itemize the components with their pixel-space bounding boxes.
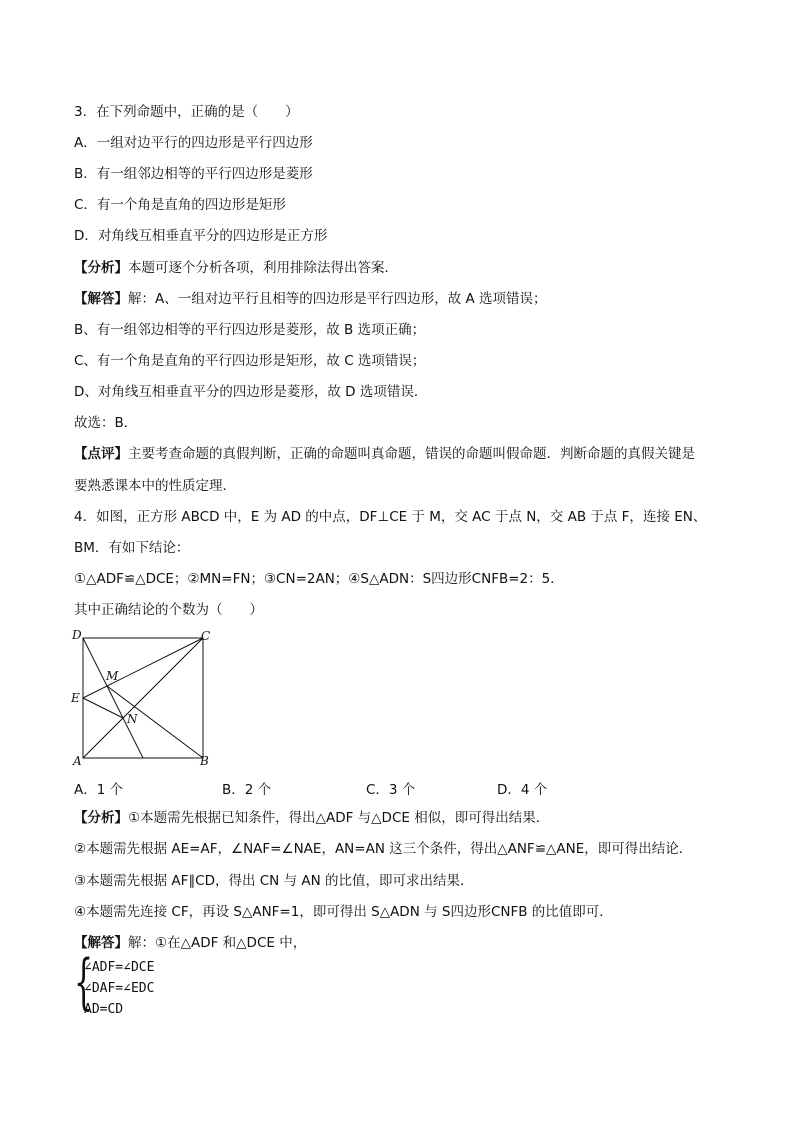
answer-text: 解：①在△ADF 和△DCE 中，: [128, 935, 307, 951]
q3-analysis: [74, 259, 398, 277]
q4-option-b: B．2 个: [222, 782, 272, 798]
label-c: C: [201, 629, 211, 643]
q3-answer-line-4: D、对角线互相垂直平分的四边形是菱形，故 D 选项错误．: [74, 384, 428, 400]
analysis-text: 本题可逐个分析各项，利用排除法得出答案．: [128, 260, 398, 276]
answer-tag: 【解答】: [74, 935, 128, 951]
brace-symbol: {: [74, 947, 94, 1017]
q4-analysis-line-3: ③本题需先根据 AF∥CD，得出 CN 与 AN 的比值，即可求出结果．: [74, 873, 474, 889]
q3-answer-line-1: [74, 290, 547, 308]
q3-comment-line-1: [74, 445, 695, 463]
segment-en: [83, 698, 123, 718]
analysis-tag: 【分析】: [74, 810, 128, 826]
comment-tag: 【点评】: [74, 446, 128, 462]
q4-option-c: C．3 个: [366, 782, 416, 798]
system-line-2: ∠DAF=∠EDC: [84, 981, 155, 996]
label-b: B: [200, 754, 209, 768]
q3-option-a: A．一组对边平行的四边形是平行四边形: [74, 135, 313, 151]
q4-stem-line-1: 4．如图，正方形 ABCD 中，E 为 AD 的中点，DF⊥CE 于 M，交 AC 于点 N，交 AB 于点 F，连接 EN、: [74, 509, 707, 525]
q3-answer-line-5: 故选：B．: [74, 415, 138, 431]
q3-comment-line-2: 要熟悉课本中的性质定理．: [74, 478, 236, 494]
q3-stem: 3．在下列命题中，正确的是（ ）: [74, 104, 299, 120]
answer-text: 解：A、一组对边平行且相等的四边形是平行四边形，故 A 选项错误；: [128, 291, 547, 307]
system-line-3: AD=CD: [84, 1002, 124, 1017]
q3-option-d: D．对角线互相垂直平分的四边形是正方形: [74, 228, 328, 244]
q4-option-a: A．1 个: [74, 782, 124, 798]
segment-bm: [107, 686, 203, 758]
label-a: A: [73, 754, 82, 768]
q4-stem-line-3: ①△ADF≌△DCE；②MN=FN；③CN=2AN；④S△ADN：S四边形CNFB=2：5．: [74, 571, 564, 587]
label-n: N: [127, 712, 138, 726]
q4-analysis-line-2: ②本题需先根据 AE=AF，∠NAF=∠NAE，AN=AN 这三个条件，得出△ANF≌△ANE，即可得出结论．: [74, 841, 693, 857]
q3-option-c: C．有一个角是直角的四边形是矩形: [74, 197, 286, 213]
segment-ce: [83, 638, 203, 698]
square-abcd-figure: [66, 626, 216, 768]
segment-df: [83, 638, 143, 758]
q3-option-b: B．有一组邻边相等的平行四边形是菱形: [74, 166, 313, 182]
q4-answer-intro: [74, 934, 306, 952]
q4-stem-line-4: 其中正确结论的个数为（ ）: [74, 602, 263, 618]
analysis-text: ①本题需先根据已知条件，得出△ADF 与△DCE 相似，即可得出结果．: [128, 810, 550, 826]
answer-tag: 【解答】: [74, 291, 128, 307]
label-d: D: [72, 628, 82, 642]
q3-answer-line-2: B、有一组邻边相等的平行四边形是菱形，故 B 选项正确；: [74, 322, 426, 338]
label-m: M: [106, 669, 119, 683]
comment-text: 主要考查命题的真假判断，正确的命题叫真命题，错误的命题叫假命题．判断命题的真假关键是: [128, 446, 695, 462]
q4-stem-line-2: BM．有如下结论：: [74, 540, 190, 556]
label-e: E: [71, 691, 80, 705]
q4-analysis-line-1: [74, 809, 549, 827]
analysis-tag: 【分析】: [74, 260, 128, 276]
q4-option-d: D．4 个: [497, 782, 548, 798]
q4-analysis-line-4: ④本题需先连接 CF，再设 S△ANF=1，即可得出 S△ADN 与 S四边形CNFB 的比值即可．: [74, 904, 613, 920]
system-line-1: ∠ADF=∠DCE: [84, 960, 155, 975]
diagonal-ac: [83, 638, 203, 758]
q3-answer-line-3: C、有一个角是直角的平行四边形是矩形，故 C 选项错误；: [74, 353, 426, 369]
